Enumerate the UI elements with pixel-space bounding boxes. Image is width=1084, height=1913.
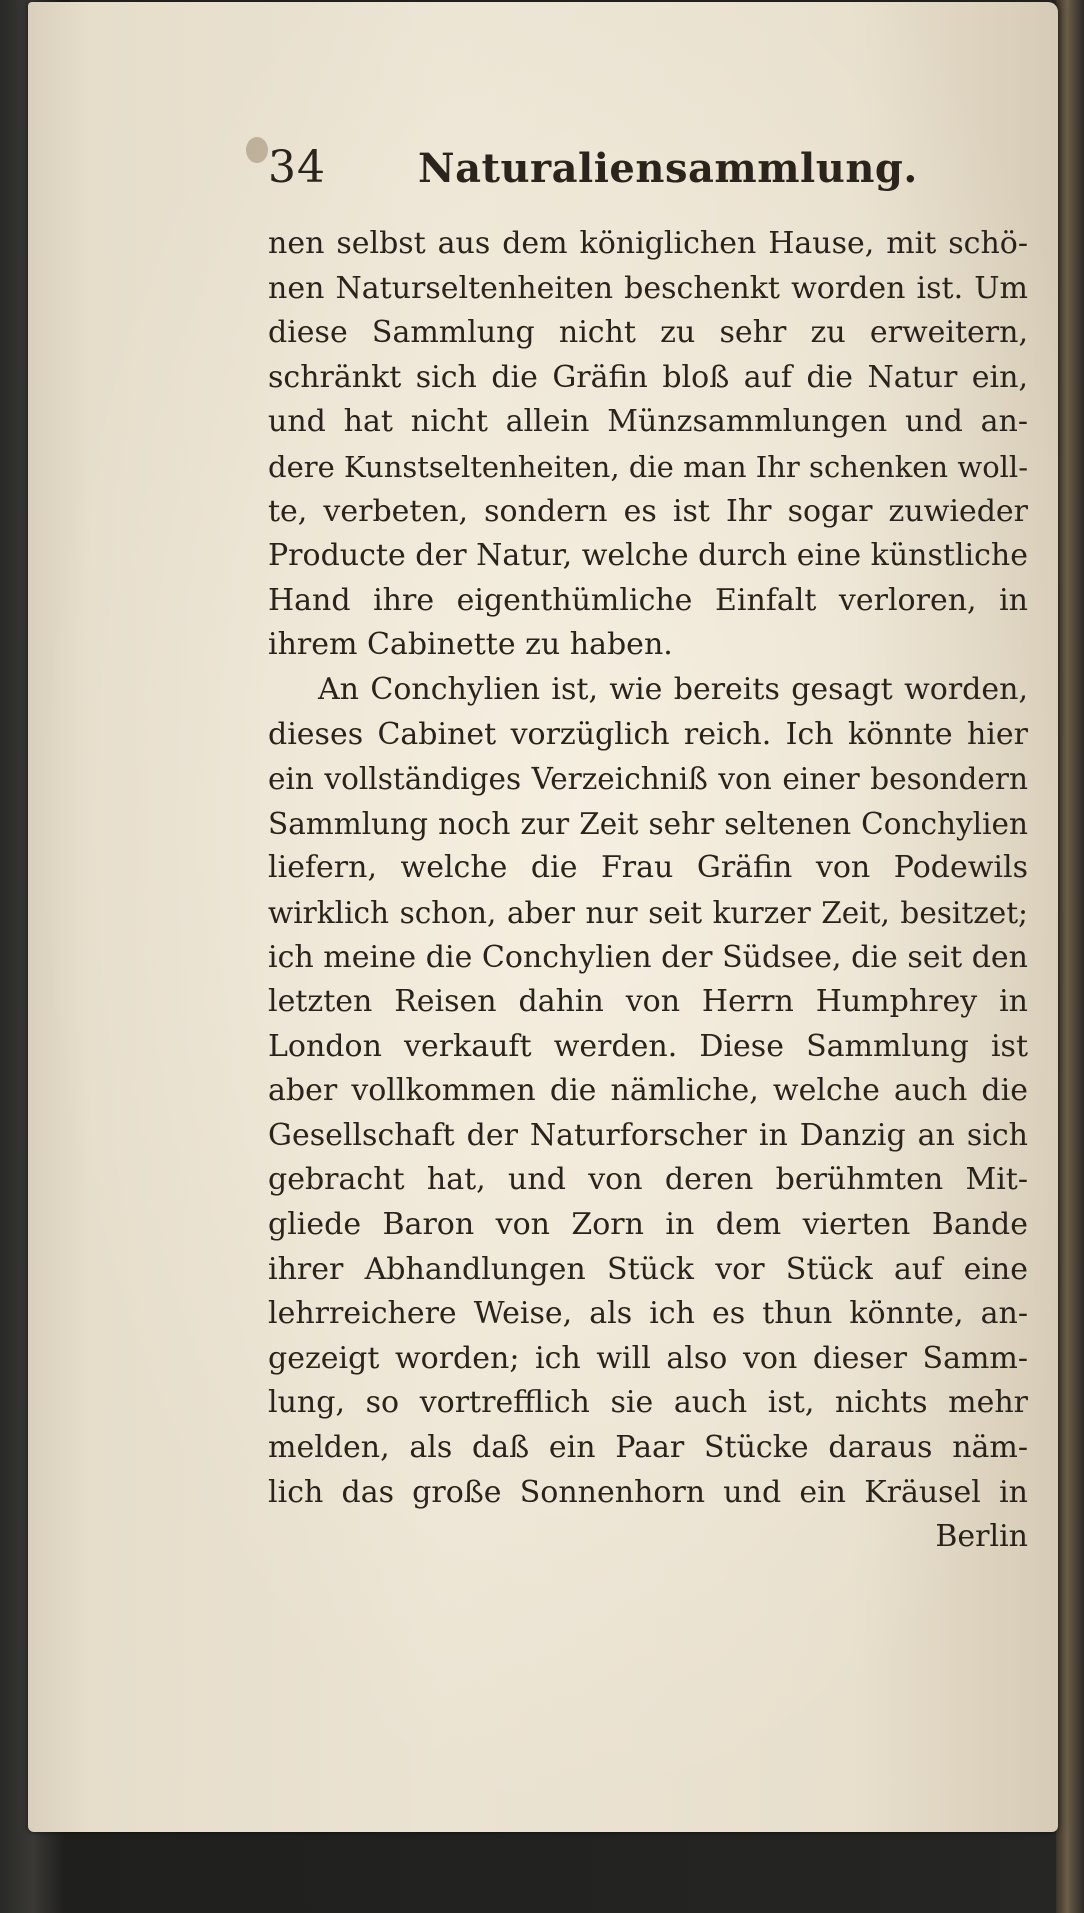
catchword: Berlin: [935, 1519, 1028, 1555]
page-number: 34: [268, 142, 326, 193]
text-line: melden, als daß ein Paar Stücke daraus näm-: [268, 1430, 1028, 1466]
text-line: gezeigt worden; ich will also von dieser Samm-: [268, 1340, 1028, 1376]
text-line: letzten Reisen dahin von Herrn Humphrey in: [268, 984, 1028, 1020]
text-line: wirklich schon, aber nur seit kurzer Zeit, besitzet;: [268, 895, 1028, 930]
text-line: nen Naturseltenheiten beschenkt worden ist. Um: [268, 270, 1028, 306]
text-line: gliede Baron von Zorn in dem vierten Bande: [268, 1207, 1028, 1243]
text-line: lehrreichere Weise, als ich es thun könnte, an-: [268, 1296, 1028, 1332]
text-line: An Conchylien ist, wie bereits gesagt worden,: [318, 671, 1028, 707]
text-line: te, verbeten, sondern es ist Ihr sogar zuwieder: [268, 493, 1028, 529]
text-line: dere Kunstseltenheiten, die man Ihr schenken woll-: [268, 449, 1028, 484]
book-page: [28, 2, 1058, 1832]
page-stain: [246, 137, 268, 163]
running-title: Naturaliensammlung.: [418, 145, 918, 192]
text-line: lich das große Sonnenhorn und ein Kräusel in: [268, 1474, 1028, 1510]
text-line: ich meine die Conchylien der Südsee, die seit den: [268, 939, 1028, 975]
text-line: Gesellschaft der Naturforscher in Danzig an sich: [268, 1117, 1028, 1153]
text-line: Producte der Natur, welche durch eine künstliche: [268, 538, 1028, 574]
text-line: aber vollkommen die nämliche, welche auch die: [268, 1073, 1028, 1109]
text-line: London verkauft werden. Diese Sammlung ist: [268, 1028, 1028, 1064]
text-line: dieses Cabinet vorzüglich reich. Ich könnte hier: [268, 716, 1028, 752]
text-line: lung, so vortrefflich sie auch ist, nichts mehr: [268, 1385, 1028, 1421]
book-fore-edge: [1056, 0, 1084, 1913]
body-text: [268, 222, 1028, 1515]
text-line: nen selbst aus dem königlichen Hause, mit schö-: [268, 226, 1028, 261]
text-line: ihrem Cabinette zu haben.: [268, 627, 673, 663]
text-line: Sammlung noch zur Zeit sehr seltenen Conchylien: [268, 806, 1028, 841]
text-line: ein vollständiges Verzeichniß von einer besondern: [268, 762, 1028, 797]
text-line: liefern, welche die Frau Gräfin von Podewils: [268, 850, 1028, 886]
page-header: [268, 142, 1028, 212]
text-line: schränkt sich die Gräfin bloß auf die Natur ein,: [268, 359, 1028, 395]
text-line: ihrer Abhandlungen Stück vor Stück auf eine: [268, 1251, 1028, 1287]
text-line: gebracht hat, und von deren berühmten Mit-: [268, 1162, 1028, 1198]
text-line: Hand ihre eigenthümliche Einfalt verloren, in: [268, 582, 1028, 618]
text-line: diese Sammlung nicht zu sehr zu erweitern,: [268, 315, 1028, 351]
text-line: und hat nicht allein Münzsammlungen und an-: [268, 404, 1028, 440]
page-content: [268, 142, 1028, 1560]
